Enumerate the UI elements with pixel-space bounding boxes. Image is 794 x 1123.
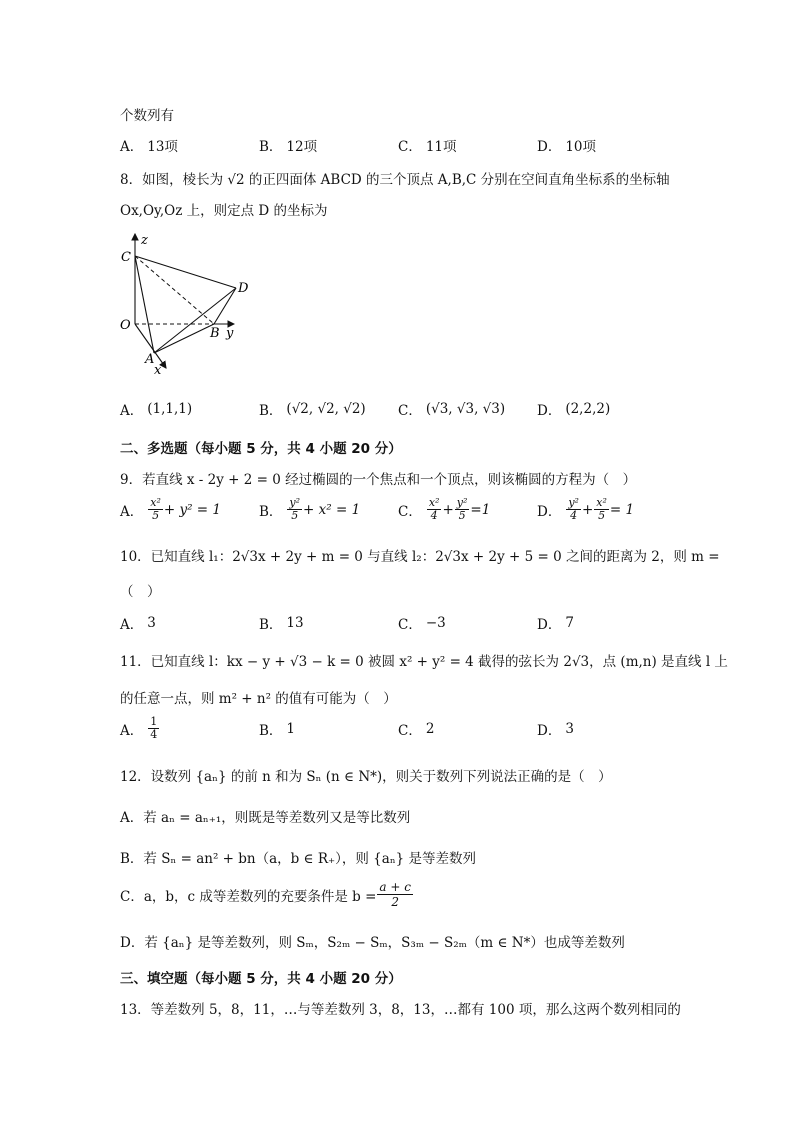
q10-option-d: D． 7 [537, 615, 574, 633]
label-z: z [141, 233, 148, 248]
label-d: D [238, 281, 249, 296]
edge-cd [135, 256, 236, 288]
q7-option-b: B． 12项 [259, 139, 318, 155]
label-b: B [210, 326, 220, 341]
q8-stem-line1: 8．如图，棱长为 √2 的正四面体 ABCD 的三个顶点 A,B,C 分别在空间直角坐标系的坐标轴 [120, 172, 670, 188]
q11-option-c: C． 2 [398, 720, 435, 739]
q11-option-b: B． 1 [259, 720, 296, 739]
q11-option-a: A． $\frac{1}{4}$ [120, 715, 158, 741]
q12-stem: 12．设数列 {aₙ} 的前 n 和为 Sₙ (n ∈ N*)，则关于数列下列说法正确的是（ ） [120, 769, 612, 785]
q11-stem-line2: 的任意一点，则 m² + n² 的值有可能为（ ） [120, 691, 397, 707]
q7-option-c: C． 11项 [398, 139, 457, 155]
q7-option-d: D． 10项 [537, 139, 597, 155]
q8-option-c: C． (√3, √3, √3) [398, 401, 506, 419]
q11-options [120, 716, 680, 741]
q8-option-a: A． (1,1,1) [120, 401, 193, 419]
edge-ad [154, 288, 236, 353]
q9-option-a: A． $\frac{\text{x²}}{5}$ + y² = 1 [120, 496, 221, 522]
q10-option-c: C． −3 [398, 615, 446, 633]
q9-stem: 9．若直线 x - 2y + 2 = 0 经过椭圆的一个焦点和一个顶点，则该椭圆的方程为（ ） [120, 472, 637, 488]
section-fill-blank-title: 三、填空题（每小题 5 分，共 4 小题 20 分） [120, 971, 402, 987]
q10-options [120, 613, 680, 633]
q7-option-a: A． 13项 [120, 139, 178, 155]
label-y: y [226, 326, 234, 341]
q12-option-c: C．a，b，c 成等差数列的充要条件是 b = $\frac{a + c}{2}$ [120, 880, 411, 909]
label-o: O [120, 318, 131, 333]
edge-ab [154, 324, 214, 353]
q8-stem-line2: Ox,Oy,Oz 上，则定点 D 的坐标为 [120, 203, 328, 219]
section-multi-choice-title: 二、多选题（每小题 5 分，共 4 小题 20 分） [120, 441, 402, 457]
q9-option-c: C． $\frac{\text{x²}}{4}$ + $\frac{\text{y²}}{5}$ =1 [398, 496, 491, 522]
q9-option-b: B． $\frac{\text{y²}}{5}$ + x² = 1 [259, 496, 361, 522]
q8-options [120, 399, 680, 419]
q10-paren: （ ） [120, 584, 161, 600]
q12-option-a: A．若 aₙ = aₙ₊₁，则既是等差数列又是等比数列 [120, 810, 411, 826]
tetrahedron-figure [114, 228, 259, 378]
label-c: C [121, 250, 131, 265]
label-a: A [145, 352, 155, 367]
q11-stem-line1: 11．已知直线 l：kx − y + √3 − k = 0 被圆 x² + y² = 4 截得的弦长为 2√3，点 (m,n) 是直线 l 上 [120, 654, 728, 670]
q10-stem: 10．已知直线 l₁：2√3x + 2y + m = 0 与直线 l₂：2√3x + 2y + 5 = 0 之间的距离为 2，则 m = [120, 549, 720, 565]
q11-option-d: D． 3 [537, 720, 574, 739]
q7-tail: 个数列有 [120, 108, 174, 124]
q9-options [120, 497, 680, 522]
q13-stem: 13．等差数列 5，8，11，…与等差数列 3，8，13，…都有 100 项，那么这两个数列相同的 [120, 1002, 681, 1018]
edge-bd [214, 288, 236, 324]
q12-option-d: D．若 {aₙ} 是等差数列，则 Sₘ，S₂ₘ − Sₘ，S₃ₘ − S₂ₘ（m ∈ N*）也成等差数列 [120, 935, 625, 951]
q9-option-d: D． $\frac{\text{y²}}{4}$ + $\frac{\text{x²}}{5}$ = 1 [537, 496, 635, 522]
q8-option-b: B． (√2, √2, √2) [259, 401, 366, 419]
q8-option-d: D． (2,2,2) [537, 401, 611, 419]
q7-options [120, 135, 680, 155]
q10-option-b: B． 13 [259, 615, 304, 633]
label-x: x [154, 363, 162, 378]
q12-option-b: B．若 Sₙ = an² + bn（a，b ∈ R₊），则 {aₙ} 是等差数列 [120, 851, 477, 867]
q10-option-a: A． 3 [120, 615, 156, 633]
